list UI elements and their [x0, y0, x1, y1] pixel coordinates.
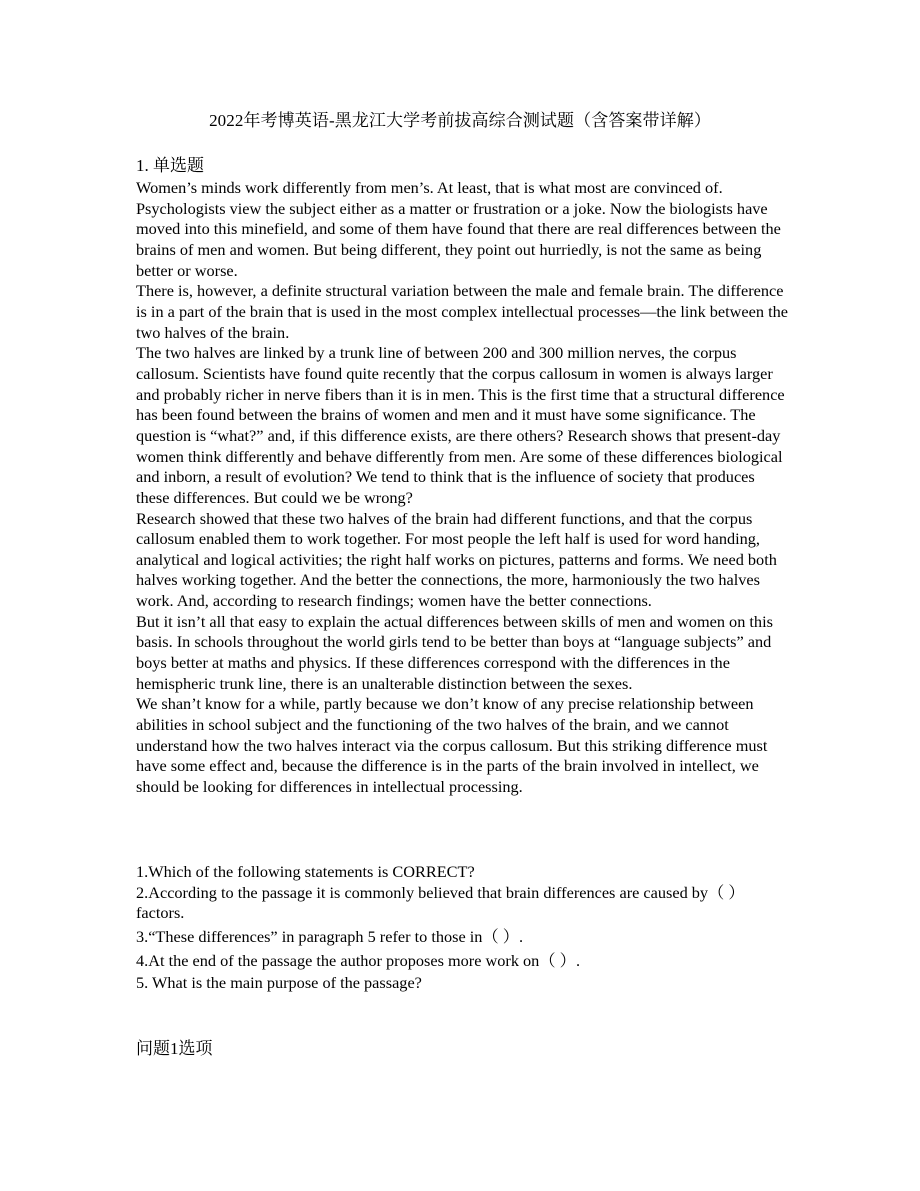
passage-paragraph-6: We shan’t know for a while, partly because we don’t know of any precise relationship between abilities in school subject and the functioning of the two halves of the brain, and we cannot understand how the two halves interact via the corpus callosum. But this striking difference must have some effect and, because the difference is in the parts of the brain involved in intellect, we should be looking for differences in intellectual processing.	[136, 694, 768, 797]
passage-paragraph-1: Women’s minds work differently from men’s. At least, that is what most are convinced of. Psychologists view the subject either as a matter or frustration or a joke. Now the biologists have moved into this minefield, and some of them have found that there are real differences between the brains of men and women. But being different, they point out hurriedly, is not the same as being better or worse.	[136, 178, 781, 280]
question-2: 2.According to the passage it is commonly believed that brain differences are caused by（ ） factors.	[136, 882, 745, 923]
question-list	[136, 862, 790, 994]
document-title: 2022年考博英语-黑龙江大学考前拔高综合测试题（含答案带详解）	[209, 111, 711, 130]
question-5: 5. What is the main purpose of the passage?	[136, 973, 422, 993]
passage-paragraph-3: The two halves are linked by a trunk line of between 200 and 300 million nerves, the corpus callosum. Scientists have found quite recently that the corpus callosum in women is always larger and probably richer in nerve fibers than it is in men. This is the first time that a structural difference has been found between the brains of women and men and it must have some significance. The question is “what?” and, if this difference exists, are there others? Research shows that present-day women think differently and behave differently from men. Are some of these differences biological and inborn, a result of evolution? We tend to think that is the influence of society that produces these differences. But could we be wrong?	[136, 343, 785, 507]
question-1: 1.Which of the following statements is CORRECT?	[136, 862, 475, 881]
options-label: 问题1选项	[136, 1039, 213, 1058]
passage-paragraph-2: There is, however, a definite structural variation between the male and female brain. The difference is in a part of the brain that is used in the most complex intellectual processes—the link between the two halves of the brain.	[136, 281, 788, 342]
passage-paragraph-5: But it isn’t all that easy to explain the actual differences between skills of men and women on this basis. In schools throughout the world girls tend to be better than boys at “language subjects” and boys better at maths and physics. If these differences correspond with the differences in the hemispheric trunk line, there is an unalterable distinction between the sexes.	[136, 611, 773, 693]
question-4: 4.At the end of the passage the author proposes more work on（ ）.	[136, 950, 581, 970]
passage-paragraph-4: Research showed that these two halves of the brain had different functions, and that the corpus callosum enabled them to work together. For most people the left half is used for word handing, analytical and logical activities; the right half works on pictures, patterns and forms. We need both halves working together. And the better the connections, the more, harmoniously the two halves work. And, according to research findings; women have the better connections.	[136, 508, 777, 611]
question-3: 3.“These differences” in paragraph 5 refer to those in（ ）.	[136, 926, 524, 946]
section-heading: 1. 单选题	[136, 156, 204, 175]
reading-passage	[136, 178, 790, 798]
